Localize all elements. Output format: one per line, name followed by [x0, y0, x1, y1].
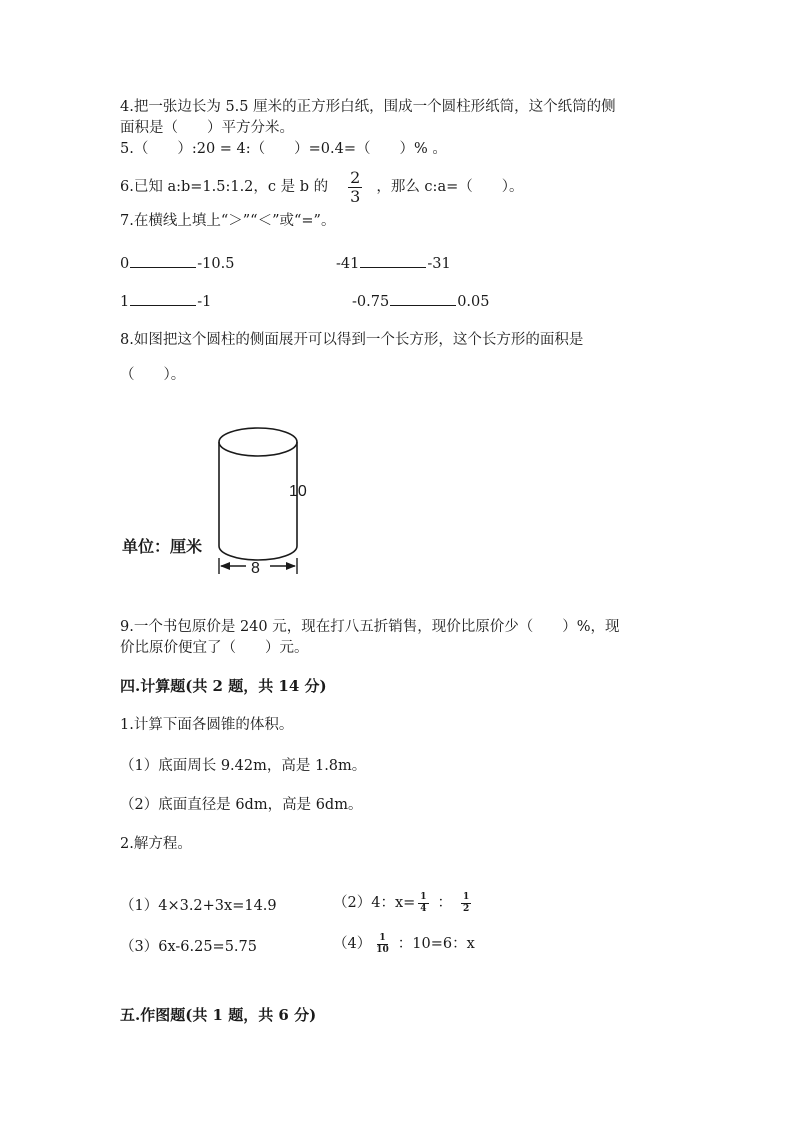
s4-q1-item-1: （1）底面周长 9.42m，高是 1.8m。 [120, 758, 367, 774]
q6-frac-num: 2 [350, 168, 361, 187]
frac-den: 4 [420, 904, 427, 914]
q7-prompt: 7.在横线上填上“＞”“＜”或“=”。 [120, 213, 336, 229]
equation-2-prefix: （2）4：x= [333, 895, 416, 912]
q6-line [120, 170, 524, 205]
q6-suffix: ，那么 c:a=（ ）。 [376, 179, 524, 196]
section5-title: 五.作图题(共 1 题，共 6 分) [120, 1006, 317, 1024]
equation-2-colon: ： [437, 895, 453, 912]
frac-den: 2 [463, 904, 470, 914]
unit-label: 单位：厘米 [122, 539, 203, 556]
q8-line1: 8.如图把这个圆柱的侧面展开可以得到一个长方形，这个长方形的面积是 [120, 332, 584, 348]
equation-4-suffix: ：10=6：x [397, 936, 475, 953]
s4-q1-item-2: （2）底面直径是 6dm，高是 6dm。 [120, 797, 363, 813]
q7-item-4-right: 0.05 [457, 294, 490, 310]
q7-item-3-left: 1 [120, 294, 130, 310]
q4-line2: 面积是（ ）平方分米。 [120, 120, 294, 136]
frac-num: 1 [463, 892, 470, 902]
q6-fraction [348, 170, 362, 205]
q9-line1: 9.一个书包原价是 240 元，现在打八五折销售，现价比原价少（ ）%，现 [120, 619, 620, 635]
equation-4-prefix: （4） [333, 936, 372, 953]
q7-item-1-right: -10.5 [197, 256, 235, 272]
s4-q2-prompt: 2.解方程。 [120, 836, 192, 852]
q8-line2: （ ）。 [120, 367, 186, 383]
q7-item-1-left: 0 [120, 256, 130, 272]
equation-3: （3）6x-6.25=5.75 [120, 939, 257, 955]
q4-line1: 4.把一张边长为 5.5 厘米的正方形白纸，围成一个圆柱形纸筒，这个纸筒的侧 [120, 99, 616, 115]
frac-num: 1 [420, 892, 427, 902]
equation-4 [333, 934, 475, 955]
equation-2-frac-1 [418, 893, 428, 914]
q7-item-2-right: -31 [427, 256, 451, 272]
q6-prefix: 6.已知 a:b=1.5:1.2，c 是 b 的 [120, 179, 329, 196]
q7-item-4 [352, 293, 489, 310]
frac-den: 10 [376, 945, 389, 955]
q7-item-4-left: -0.75 [352, 294, 390, 310]
q9-line2: 价比原价便宜了（ ）元。 [120, 640, 309, 656]
diameter-label: 8 [251, 560, 260, 577]
answer-blank[interactable] [390, 293, 456, 306]
equation-4-frac [374, 934, 391, 955]
frac-num: 1 [379, 933, 386, 943]
answer-blank[interactable] [360, 255, 426, 268]
cylinder-bottom-arc [219, 546, 297, 560]
answer-blank[interactable] [130, 255, 196, 268]
answer-blank[interactable] [130, 293, 196, 306]
section4-title: 四.计算题(共 2 题，共 14 分) [120, 677, 327, 695]
q6-frac-den: 3 [350, 187, 361, 206]
cylinder-figure [118, 418, 328, 583]
q7-item-3-right: -1 [197, 294, 212, 310]
equation-1: （1）4×3.2+3x=14.9 [120, 898, 277, 914]
equation-2 [333, 893, 474, 914]
q7-item-1 [120, 255, 234, 272]
q7-item-3 [120, 293, 211, 310]
height-label: 10 [289, 483, 307, 500]
q5-text: 5.（ ）:20 = 4:（ ）=0.4=（ ）% 。 [120, 141, 447, 157]
q7-item-2-left: -41 [336, 256, 360, 272]
arrow-left-icon [220, 562, 230, 570]
arrow-right-icon [286, 562, 296, 570]
equation-2-frac-2 [461, 893, 471, 914]
cylinder-top-ellipse [219, 428, 297, 456]
s4-q1-prompt: 1.计算下面各圆锥的体积。 [120, 717, 294, 733]
q7-item-2 [336, 255, 451, 272]
